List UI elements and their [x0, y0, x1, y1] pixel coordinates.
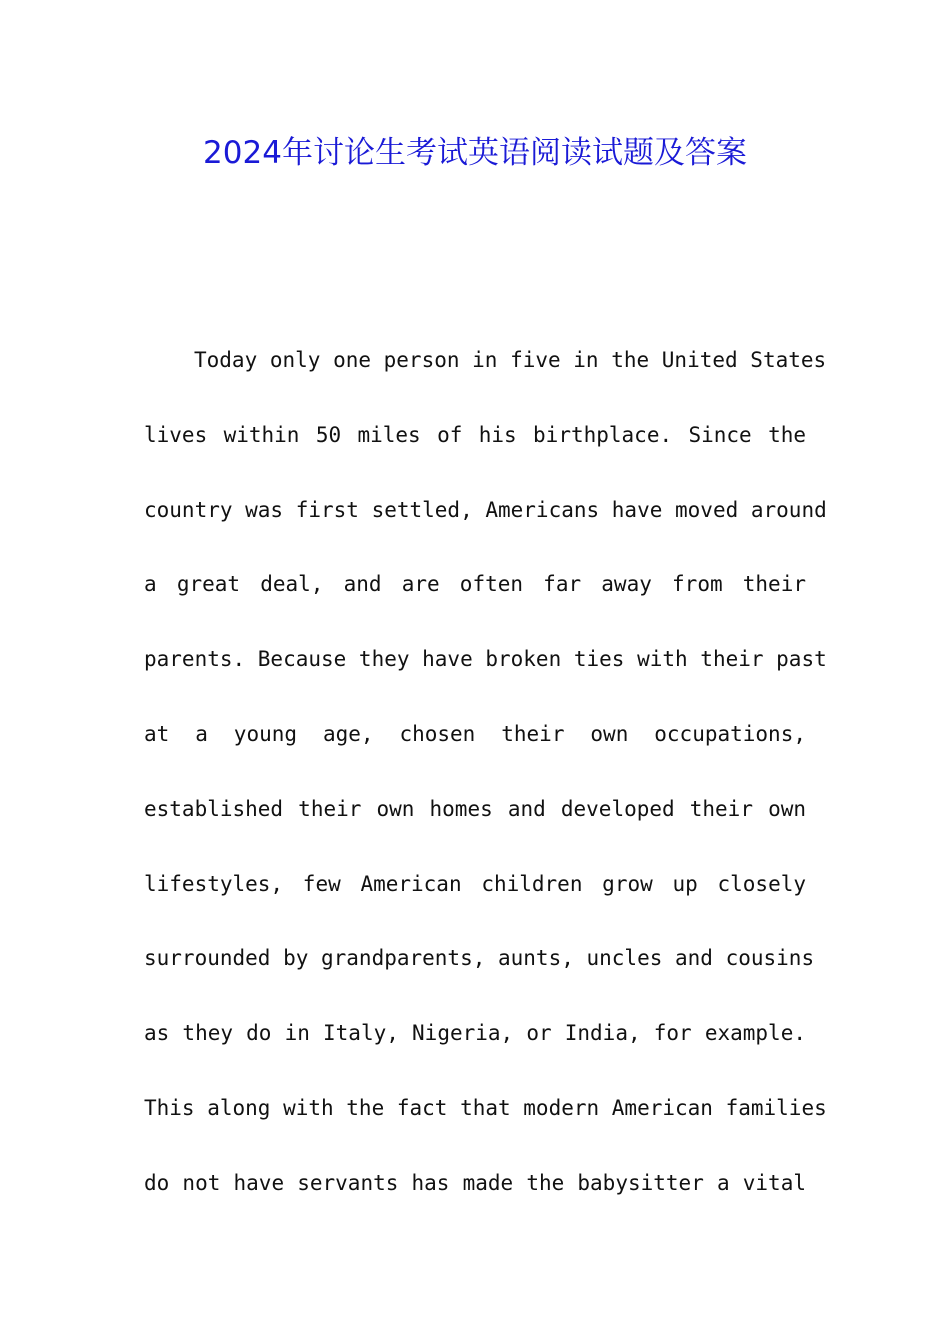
- document-title: 2024年讨论生考试英语阅读试题及答案: [203, 135, 747, 171]
- paragraph-line: surrounded by grandparents, aunts, uncles and cousins: [144, 946, 815, 971]
- body-paragraph: [144, 336, 827, 1234]
- paragraph-line: at a young age, chosen their own occupations,: [144, 721, 806, 746]
- paragraph-line: do not have servants has made the babysitter a vital: [144, 1170, 806, 1195]
- paragraph-line: country was first settled, Americans have moved around: [144, 497, 827, 522]
- paragraph-line: Today only one person in five in the United States: [194, 348, 827, 372]
- paragraph-line: parents. Because they have broken ties with their past: [144, 647, 827, 672]
- paragraph-line: lifestyles, few American children grow up closely: [144, 871, 806, 896]
- paragraph-line: This along with the fact that modern American families: [144, 1095, 827, 1120]
- paragraph-line: established their own homes and developed their own: [144, 796, 806, 821]
- paragraph-line: as they do in Italy, Nigeria, or India, for example.: [144, 1021, 806, 1046]
- paragraph-line: lives within 50 miles of his birthplace. Since the: [144, 422, 806, 447]
- paragraph-line: a great deal, and are often far away from their: [144, 572, 806, 597]
